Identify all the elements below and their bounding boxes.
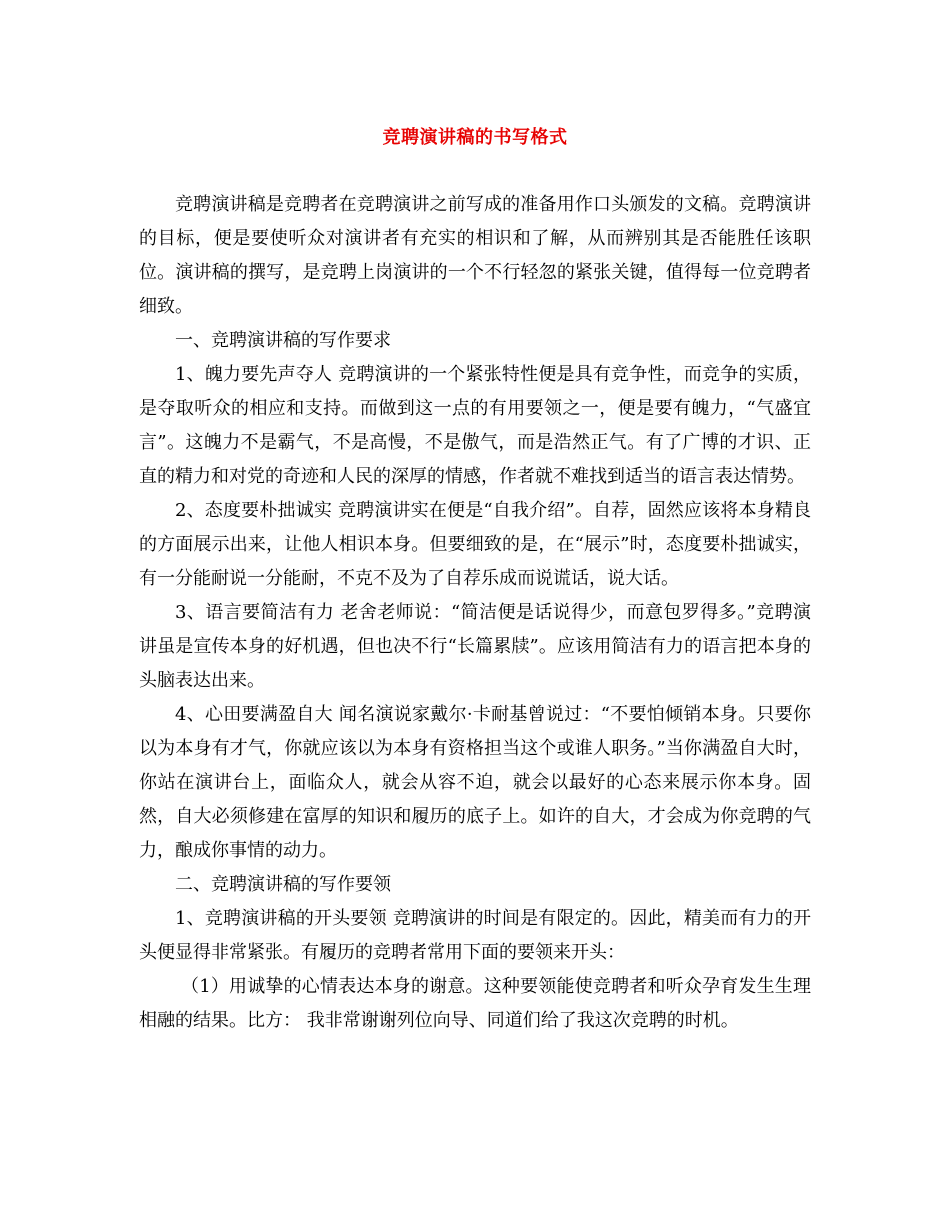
section-heading-methods: 二、竞聘演讲稿的写作要领 [175, 874, 391, 895]
paragraph-requirement-2: 2、态度要朴拙诚实 竞聘演讲实在便是“自我介绍”。自荐，固然应该将本身精良的方面展示出来，让他人相识本身。但要细致的是，在“展示”时，态度要朴拙诚实，有一分能耐说一分能耐，不克不及为了自荐乐成而说谎话，说大话。 [139, 500, 811, 589]
paragraph-intro: 竞聘演讲稿是竞聘者在竞聘演讲之前写成的准备用作口头颁发的文稿。竞聘演讲的目标，便是要使听众对演讲者有充实的相识和了解，从而辨别其是否能胜任该职位。演讲稿的撰写，是竞聘上岗演讲的一个不行轻忽的紧张关键，值得每一位竞聘者细致。 [139, 194, 811, 317]
section-heading-requirements: 一、竞聘演讲稿的写作要求 [175, 330, 391, 351]
document-title: 竞聘演讲稿的书写格式 [382, 127, 568, 148]
paragraph-requirement-4: 4、心田要满盈自大 闻名演说家戴尔·卡耐基曾说过：“不要怕倾销本身。只要你以为本身有才气，你就应该以为本身有资格担当这个或谁人职务。”当你满盈自大时，你站在演讲台上，面临众人，就会从容不迫，就会以最好的心态来展示你本身。固然，自大必须修建在富厚的知识和履历的底子上。如许的自大，才会成为你竞聘的气力，酿成你事情的动力。 [139, 704, 811, 861]
paragraph-method-1-sub-1: （1）用诚挚的心情表达本身的谢意。这种要领能使竞聘者和听众孕育发生生理相融的结果。比方： 我非常谢谢列位向导、同道们给了我这次竞聘的时机。 [139, 976, 811, 1031]
document-body [139, 188, 811, 1038]
paragraph-requirement-1: 1、魄力要先声夺人 竞聘演讲的一个紧张特性便是具有竞争性，而竞争的实质，是夺取听众的相应和支持。而做到这一点的有用要领之一，便是要有魄力，“气盛宜言”。这魄力不是霸气，不是高慢，不是傲气，而是浩然正气。有了广博的才识、正直的精力和对党的奇迹和人民的深厚的情感，作者就不难找到适当的语言表达情势。 [139, 364, 811, 487]
paragraph-requirement-3: 3、语言要简洁有力 老舍老师说：“简洁便是话说得少，而意包罗得多。”竞聘演讲虽是宣传本身的好机遇，但也决不行“长篇累牍”。应该用简洁有力的语言把本身的头脑表达出来。 [139, 602, 811, 691]
paragraph-method-1: 1、竞聘演讲稿的开头要领 竞聘演讲的时间是有限定的。因此，精美而有力的开头便显得非常紧张。有履历的竞聘者常用下面的要领来开头： [139, 908, 811, 963]
